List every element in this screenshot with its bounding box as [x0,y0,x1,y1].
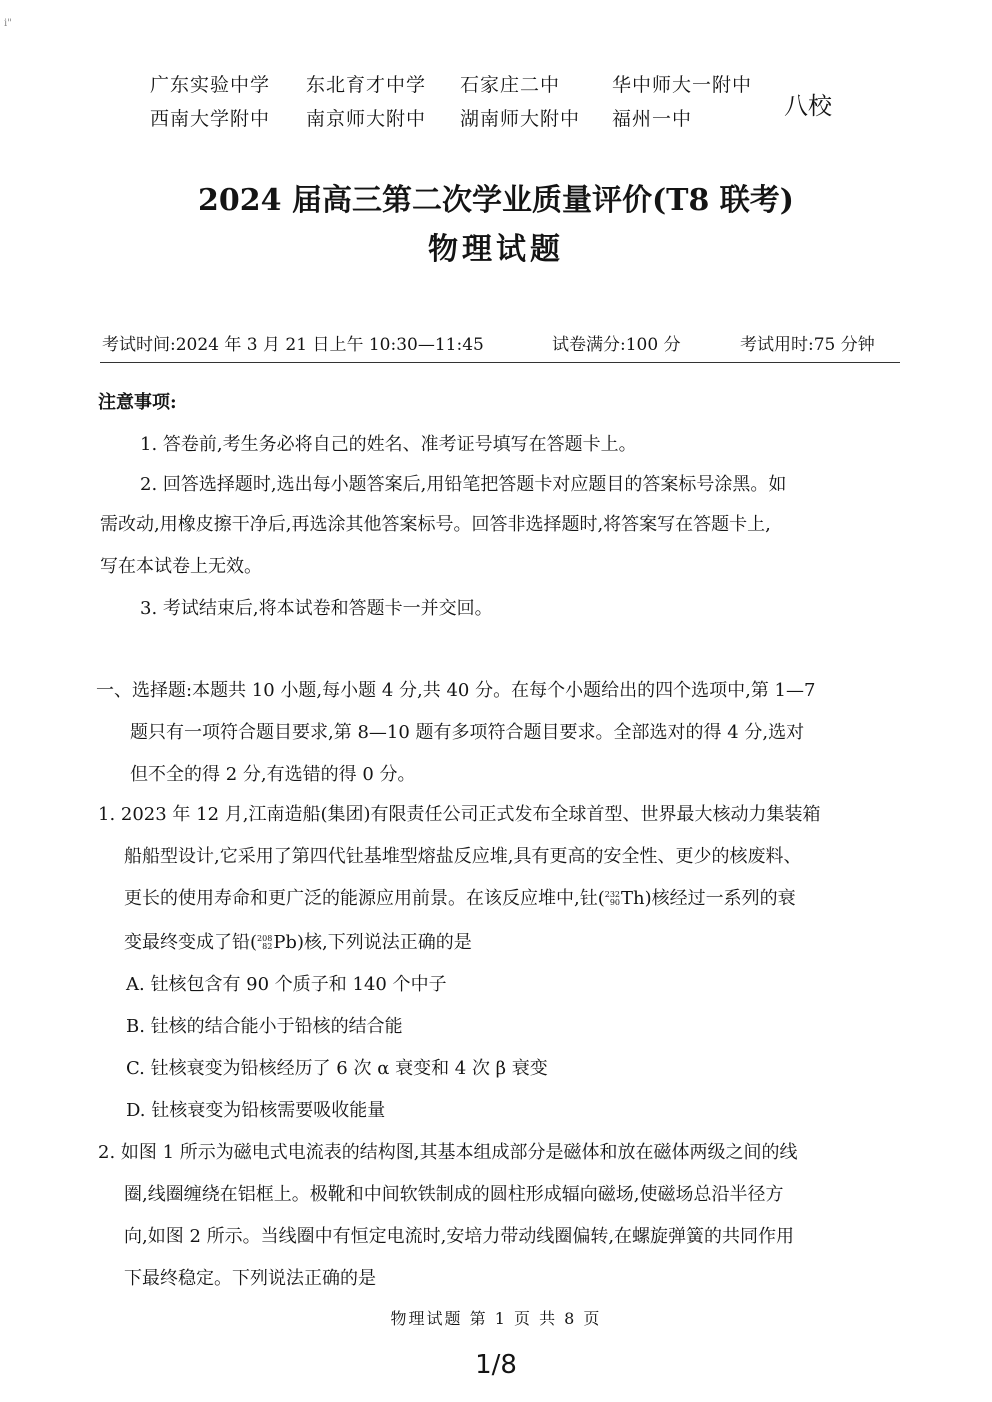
question-text-part: 更长的使用寿命和更广泛的能源应用前景。在该反应堆中,钍( [124,888,605,909]
school-name: 广东实验中学 [150,74,271,96]
lead-mass-number: 208 [257,934,273,943]
thorium-mass-number: 232 [604,890,621,899]
question-text [124,884,796,910]
notice-heading: 注意事项: [98,392,177,413]
lead-isotope-notation [257,935,272,951]
notice-item: 3. 考试结束后,将本试卷和答题卡一并交回。 [140,598,493,619]
option-c: C. 钍核衰变为铅核经历了 6 次 α 衰变和 4 次 β 衰变 [126,1058,548,1079]
page-footer: 物理试题 第 1 页 共 8 页 [390,1309,602,1328]
lead-atomic-number: 82 [262,942,273,951]
school-name: 东北育才中学 [306,74,427,96]
question-text: 1. 2023 年 12 月,江南造船(集团)有限责任公司正式发布全球首型、世界最大核动力集装箱 [98,804,821,825]
question-text-part: )核经过一系列的衰 [644,888,796,909]
school-name: 华中师大一附中 [612,74,753,96]
question-text: 2. 如图 1 所示为磁电式电流表的结构图,其基本组成部分是磁体和放在磁体两级之间的线 [98,1142,798,1163]
notice-item-continued: 需改动,用橡皮擦干净后,再选涂其他答案标号。回答非选择题时,将答案写在答题卡上, [100,514,771,535]
thorium-isotope-notation [605,891,620,907]
question-text: 下最终稳定。下列说法正确的是 [124,1268,376,1289]
corner-mark: i" [4,18,12,29]
option-a: A. 钍核包含有 90 个质子和 140 个中子 [126,974,447,995]
school-name: 南京师大附中 [306,108,427,130]
option-b: B. 钍核的结合能小于铅核的结合能 [126,1016,403,1037]
page-number: 1/8 [475,1350,517,1380]
section-line: 题只有一项符合题目要求,第 8—10 题有多项符合题目要求。全部选对的得 4 分,选对 [130,722,805,743]
eight-schools-label: 八校 [784,92,832,120]
exam-time: 考试时间:2024 年 3 月 21 日上午 10:30—11:45 [102,335,484,355]
notice-item: 1. 答卷前,考生务必将自己的姓名、准考证号填写在答题卡上。 [140,434,637,455]
divider [100,362,900,363]
school-name: 西南大学附中 [150,108,271,130]
school-name: 福州一中 [612,108,693,130]
notice-item-continued: 写在本试卷上无效。 [100,556,262,577]
question-text-part: 变最终变成了铅( [124,932,258,953]
thorium-atomic-number: 90 [609,898,621,907]
question-text [124,928,472,954]
exam-duration: 考试用时:75 分钟 [740,335,875,355]
question-text: 圈,线圈缠绕在铝框上。极靴和中间软铁制成的圆柱形成辐向磁场,使磁场总沿半径方 [124,1184,784,1205]
school-name: 石家庄二中 [460,74,561,96]
question-text: 船船型设计,它采用了第四代钍基堆型熔盐反应堆,具有更高的安全性、更少的核废料、 [124,846,802,867]
question-text-part: )核,下列说法正确的是 [296,932,472,953]
notice-item: 2. 回答选择题时,选出每小题答案后,用铅笔把答题卡对应题目的答案标号涂黑。如 [140,474,787,495]
thorium-symbol: Th [621,888,645,909]
page-subtitle: 物理试题 [428,232,564,267]
option-d: D. 钍核衰变为铅核需要吸收能量 [126,1100,386,1121]
lead-symbol: Pb [273,932,297,953]
school-name: 湖南师大附中 [460,108,581,130]
section-line: 但不全的得 2 分,有选错的得 0 分。 [130,764,416,785]
exam-score: 试卷满分:100 分 [552,335,681,355]
section-line: 一、选择题:本题共 10 小题,每小题 4 分,共 40 分。在每个小题给出的四个选项中,第 1—7 [96,680,816,701]
question-text: 向,如图 2 所示。当线圈中有恒定电流时,安培力带动线圈偏转,在螺旋弹簧的共同作用 [124,1226,795,1247]
page-title: 2024 届高三第二次学业质量评价(T8 联考) [198,183,794,218]
